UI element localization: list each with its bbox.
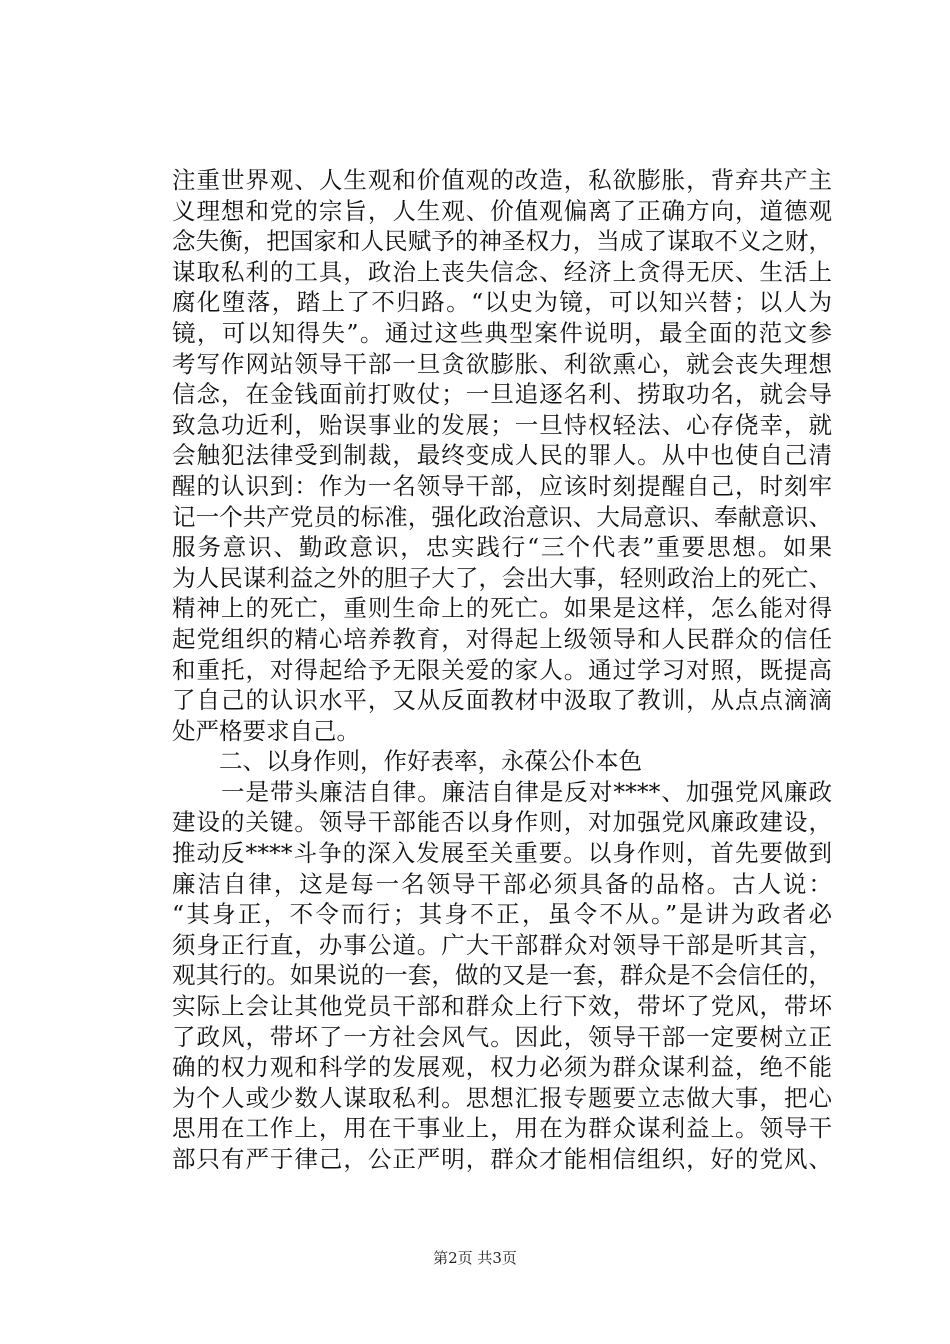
text-line: 思用在工作上，用在干事业上，用在为群众谋利益上。领导干 (172, 1114, 832, 1143)
text-line: 为个人或少数人谋取私利。思想汇报专题要立志做大事，把心 (172, 1083, 832, 1112)
text-line: 服务意识、勤政意识，忠实践行“三个代表”重要思想。如果 (172, 533, 832, 562)
text-line: 镜，可以知得失”。通过这些典型案件说明，最全面的范文参 (172, 318, 832, 347)
text-line: 观其行的。如果说的一套，做的又是一套，群众是不会信任的， (172, 961, 832, 990)
section-heading: 二、以身作则，作好表率，永葆公仆本色 (172, 747, 642, 776)
text-line: 起党组织的精心培养教育，对得起上级领导和人民群众的信任 (172, 624, 832, 653)
text-line: 实际上会让其他党员干部和群众上行下效，带坏了党风，带坏 (172, 992, 832, 1021)
text-line: 谋取私利的工具，政治上丧失信念、经济上贪得无厌、生活上 (172, 257, 832, 286)
text-line: 致急功近利，贻误事业的发展；一旦恃权轻法、心存侥幸，就 (172, 410, 832, 439)
page-number-footer: 第2页 共3页 (433, 1249, 517, 1267)
text-line: 廉洁自律，这是每一名领导干部必须具备的品格。古人说： (172, 869, 832, 898)
text-line: 考写作网站领导干部一旦贪欲膨胀、利欲熏心，就会丧失理想 (172, 349, 832, 378)
text-line: 记一个共产党员的标准，强化政治意识、大局意识、奉献意识、 (172, 502, 832, 531)
text-line: 一是带头廉洁自律。廉洁自律是反对****、加强党风廉政 (172, 777, 832, 806)
text-line: 推动反****斗争的深入发展至关重要。以身作则，首先要做到 (172, 839, 832, 868)
text-line: 精神上的死亡，重则生命上的死亡。如果是这样，怎么能对得 (172, 594, 832, 623)
text-line: 义理想和党的宗旨，人生观、价值观偏离了正确方向，道德观 (172, 196, 832, 225)
text-line: 和重托，对得起给予无限关爱的家人。通过学习对照，既提高 (172, 655, 832, 684)
text-line: 须身正行直，办事公道。广大干部群众对领导干部是听其言， (172, 930, 832, 959)
paragraph-end-line: 处严格要求自己。 (172, 716, 360, 745)
document-body (172, 165, 832, 1175)
text-line: 念失衡，把国家和人民赋予的神圣权力，当成了谋取不义之财， (172, 227, 832, 256)
text-line: 了政风，带坏了一方社会风气。因此，领导干部一定要树立正 (172, 1022, 832, 1051)
text-line: 部只有严于律己，公正严明，群众才能相信组织，好的党风、 (172, 1145, 832, 1173)
text-line: 确的权力观和科学的发展观，权力必须为群众谋利益，绝不能 (172, 1053, 832, 1082)
text-line: 信念，在金钱面前打败仗；一旦追逐名利、捞取功名，就会导 (172, 380, 832, 409)
text-line: 为人民谋利益之外的胆子大了，会出大事，轻则政治上的死亡、 (172, 563, 832, 592)
text-line: “其身正，不令而行；其身不正，虽令不从。”是讲为政者必 (172, 900, 832, 929)
text-line: 了自己的认识水平，又从反面教材中汲取了教训，从点点滴滴 (172, 686, 832, 715)
text-line: 腐化堕落，踏上了不归路。“以史为镜，可以知兴替；以人为 (172, 288, 832, 317)
text-line: 建设的关键。领导干部能否以身作则，对加强党风廉政建设， (172, 808, 832, 837)
text-line: 会触犯法律受到制裁，最终变成人民的罪人。从中也使自己清 (172, 441, 832, 470)
text-line: 注重世界观、人生观和价值观的改造，私欲膨胀，背弃共产主 (172, 166, 832, 194)
text-line: 醒的认识到：作为一名领导干部，应该时刻提醒自己，时刻牢 (172, 471, 832, 500)
